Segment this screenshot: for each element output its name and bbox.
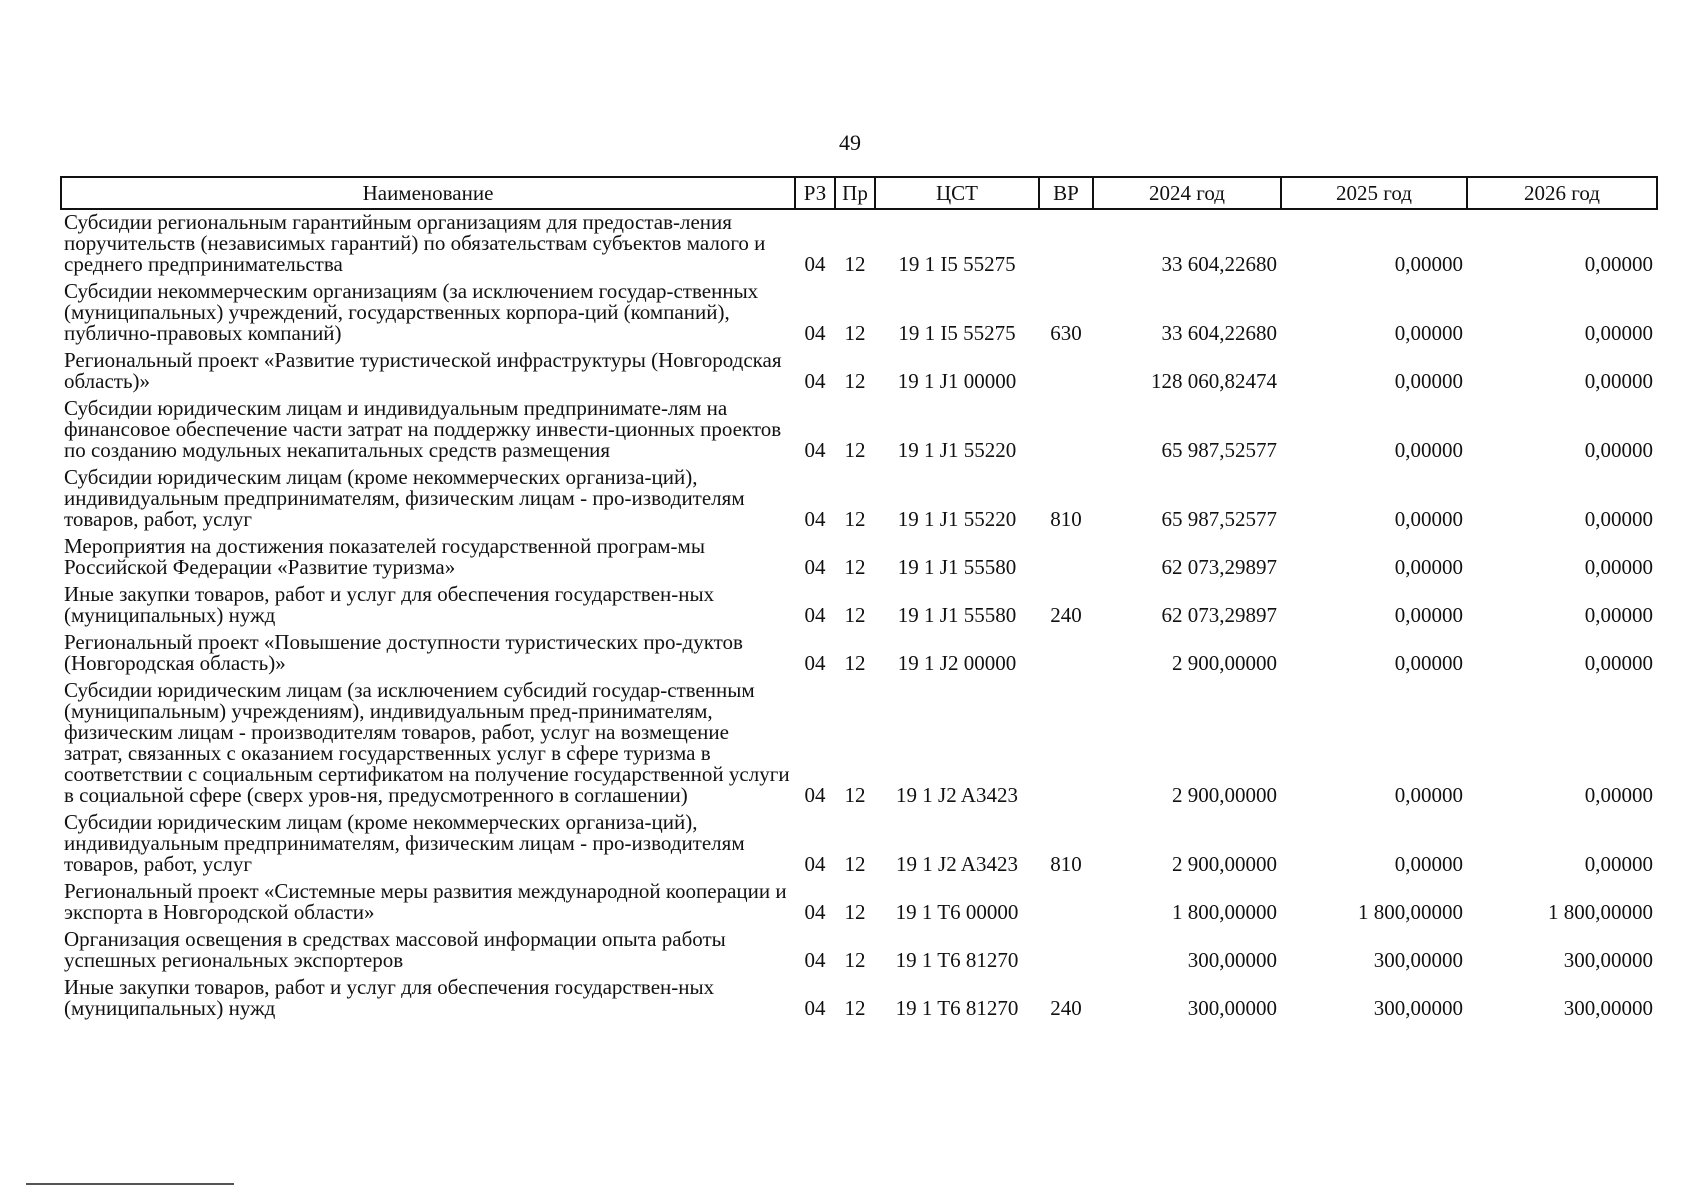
row-2025: 300,00000 [1373, 948, 1463, 972]
row-2025: 0,00000 [1394, 555, 1463, 579]
row-pr: 12 [844, 603, 866, 627]
row-2026: 0,00000 [1584, 507, 1653, 531]
row-name: Иные закупки товаров, работ и услуг для обеспечения государствен-ных (муниципальных) нужд [64, 582, 715, 627]
header-2026: 2026 год [1467, 177, 1657, 209]
table-row [61, 209, 1657, 279]
row-name: Субсидии региональным гарантийным организациям для предостав-ления поручительств (независимых гарантий) по обязательствам субъектов малого и среднего предпринимательства [64, 210, 766, 276]
row-vr [1039, 396, 1093, 465]
header-2024: 2024 год [1093, 177, 1281, 209]
row-rz: 04 [804, 996, 826, 1020]
row-pr: 12 [844, 651, 866, 675]
row-vr [1039, 348, 1093, 396]
row-cst: 19 1 J1 00000 [897, 369, 1017, 393]
table-header [61, 177, 1657, 209]
row-cst: 19 1 J1 55220 [897, 438, 1017, 462]
row-pr: 12 [844, 948, 866, 972]
row-2025: 0,00000 [1394, 651, 1463, 675]
row-vr [1039, 630, 1093, 678]
row-pr: 12 [844, 369, 866, 393]
row-cst: 19 1 T6 00000 [895, 900, 1019, 924]
row-pr: 12 [844, 852, 866, 876]
row-rz: 04 [804, 603, 826, 627]
row-name: Иные закупки товаров, работ и услуг для обеспечения государствен-ных (муниципальных) нужд [64, 975, 715, 1020]
row-name: Региональный проект «Повышение доступности туристических про-дуктов (Новгородская область)» [64, 630, 743, 675]
row-2024: 2 900,00000 [1172, 852, 1277, 876]
table-row [61, 465, 1657, 534]
row-pr: 12 [844, 507, 866, 531]
row-rz: 04 [804, 252, 826, 276]
row-2026: 0,00000 [1584, 783, 1653, 807]
row-2024: 128 060,82474 [1151, 369, 1277, 393]
row-cst: 19 1 I5 55275 [898, 252, 1016, 276]
row-vr: 240 [1050, 996, 1082, 1020]
row-2026: 0,00000 [1584, 321, 1653, 345]
row-cst: 19 1 T6 81270 [895, 996, 1019, 1020]
table-row [61, 975, 1657, 1023]
row-cst: 19 1 J1 55220 [897, 507, 1017, 531]
table-row [61, 279, 1657, 348]
row-name: Субсидии некоммерческим организациям (за исключением государ-ственных (муниципальных) учреждений, государственных корпора-ций (компаний), публично-правовых компаний) [64, 279, 759, 345]
row-2026: 0,00000 [1584, 603, 1653, 627]
header-2025: 2025 год [1281, 177, 1467, 209]
row-vr [1039, 209, 1093, 279]
row-2025: 0,00000 [1394, 252, 1463, 276]
row-2024: 62 073,29897 [1161, 555, 1277, 579]
table-row [61, 810, 1657, 879]
table-row [61, 534, 1657, 582]
row-vr [1039, 534, 1093, 582]
row-2024: 33 604,22680 [1161, 321, 1277, 345]
row-2024: 65 987,52577 [1161, 507, 1277, 531]
row-name: Региональный проект «Развитие туристической инфраструктуры (Новгородская область)» [64, 348, 782, 393]
row-pr: 12 [844, 438, 866, 462]
row-2025: 0,00000 [1394, 369, 1463, 393]
row-2026: 0,00000 [1584, 252, 1653, 276]
row-cst: 19 1 J1 55580 [897, 555, 1017, 579]
row-rz: 04 [804, 783, 826, 807]
row-2025: 0,00000 [1394, 438, 1463, 462]
table-row [61, 630, 1657, 678]
row-vr: 810 [1050, 507, 1082, 531]
row-pr: 12 [844, 996, 866, 1020]
row-cst: 19 1 J2 00000 [897, 651, 1017, 675]
row-2025: 0,00000 [1394, 507, 1463, 531]
row-2025: 0,00000 [1394, 783, 1463, 807]
row-2024: 62 073,29897 [1161, 603, 1277, 627]
row-rz: 04 [804, 369, 826, 393]
row-rz: 04 [804, 651, 826, 675]
row-cst: 19 1 I5 55275 [898, 321, 1016, 345]
row-rz: 04 [804, 321, 826, 345]
row-2024: 300,00000 [1187, 996, 1277, 1020]
row-2026: 1 800,00000 [1548, 900, 1653, 924]
page-number: 49 [839, 130, 861, 155]
row-name: Субсидии юридическим лицам (кроме некоммерческих организа-ций), индивидуальным предпринимателям, физическим лицам - про-изводителям товаров, работ, услуг [64, 465, 745, 531]
table-row [61, 927, 1657, 975]
header-pr: Пр [835, 177, 875, 209]
row-2025: 1 800,00000 [1358, 900, 1463, 924]
header-name: Наименование [61, 177, 795, 209]
row-2026: 0,00000 [1584, 651, 1653, 675]
row-2025: 300,00000 [1373, 996, 1463, 1020]
row-name: Субсидии юридическим лицам (кроме некоммерческих организа-ций), индивидуальным предпринимателям, физическим лицам - про-изводителям товаров, работ, услуг [64, 810, 745, 876]
row-vr: 240 [1050, 603, 1082, 627]
row-2024: 2 900,00000 [1172, 651, 1277, 675]
row-cst: 19 1 J1 55580 [897, 603, 1017, 627]
row-2024: 1 800,00000 [1172, 900, 1277, 924]
table-row [61, 348, 1657, 396]
row-pr: 12 [844, 252, 866, 276]
row-2024: 300,00000 [1187, 948, 1277, 972]
table-body [61, 209, 1657, 1023]
row-vr [1039, 927, 1093, 975]
row-pr: 12 [844, 783, 866, 807]
header-vr: ВР [1039, 177, 1093, 209]
row-2026: 300,00000 [1563, 996, 1653, 1020]
row-pr: 12 [844, 900, 866, 924]
row-cst: 19 1 J2 A3423 [896, 783, 1018, 807]
row-2026: 0,00000 [1584, 555, 1653, 579]
row-pr: 12 [844, 321, 866, 345]
row-cst: 19 1 T6 81270 [895, 948, 1019, 972]
table-row [61, 582, 1657, 630]
row-2026: 0,00000 [1584, 852, 1653, 876]
row-name: Субсидии юридическим лицам (за исключением субсидий государ-ственным (муниципальным) учреждениям), индивидуальным пред-принимателям, физическим лицам - производителям товаров, работ, услуг на возмещение затрат, связанных с оказанием государственных услуг в сфере туризма в соответствии с социальным сертификатом на получение государственной услуги в социальной сфере (сверх уров-ня, предусмотренного в соглашении) [64, 678, 790, 807]
table-row [61, 678, 1657, 810]
row-rz: 04 [804, 555, 826, 579]
row-cst: 19 1 J2 A3423 [896, 852, 1018, 876]
budget-table [60, 176, 1658, 1023]
row-rz: 04 [804, 438, 826, 462]
row-vr: 810 [1050, 852, 1082, 876]
table-row [61, 396, 1657, 465]
row-name: Субсидии юридическим лицам и индивидуальным предпринимате-лям на финансовое обеспечение части затрат на поддержку инвести-ционных проектов по созданию модульных некапитальных средств размещения [64, 396, 782, 462]
row-2025: 0,00000 [1394, 852, 1463, 876]
row-vr [1039, 678, 1093, 810]
row-2024: 2 900,00000 [1172, 783, 1277, 807]
header-rz: РЗ [795, 177, 835, 209]
row-2026: 0,00000 [1584, 369, 1653, 393]
row-2025: 0,00000 [1394, 321, 1463, 345]
row-vr [1039, 879, 1093, 927]
row-rz: 04 [804, 900, 826, 924]
footer-rule [26, 1183, 234, 1185]
row-rz: 04 [804, 948, 826, 972]
row-2026: 300,00000 [1563, 948, 1653, 972]
row-2024: 65 987,52577 [1161, 438, 1277, 462]
row-2024: 33 604,22680 [1161, 252, 1277, 276]
row-vr: 630 [1050, 321, 1082, 345]
row-rz: 04 [804, 507, 826, 531]
row-name: Мероприятия на достижения показателей государственной програм-мы Российской Федерации «Развитие туризма» [64, 534, 705, 579]
row-2025: 0,00000 [1394, 603, 1463, 627]
row-pr: 12 [844, 555, 866, 579]
row-name: Региональный проект «Системные меры развития международной кооперации и экспорта в Новгородской области» [64, 879, 787, 924]
header-cst: ЦСТ [875, 177, 1039, 209]
table-row [61, 879, 1657, 927]
row-2026: 0,00000 [1584, 438, 1653, 462]
row-rz: 04 [804, 852, 826, 876]
row-name: Организация освещения в средствах массовой информации опыта работы успешных региональных экспортеров [64, 927, 726, 972]
